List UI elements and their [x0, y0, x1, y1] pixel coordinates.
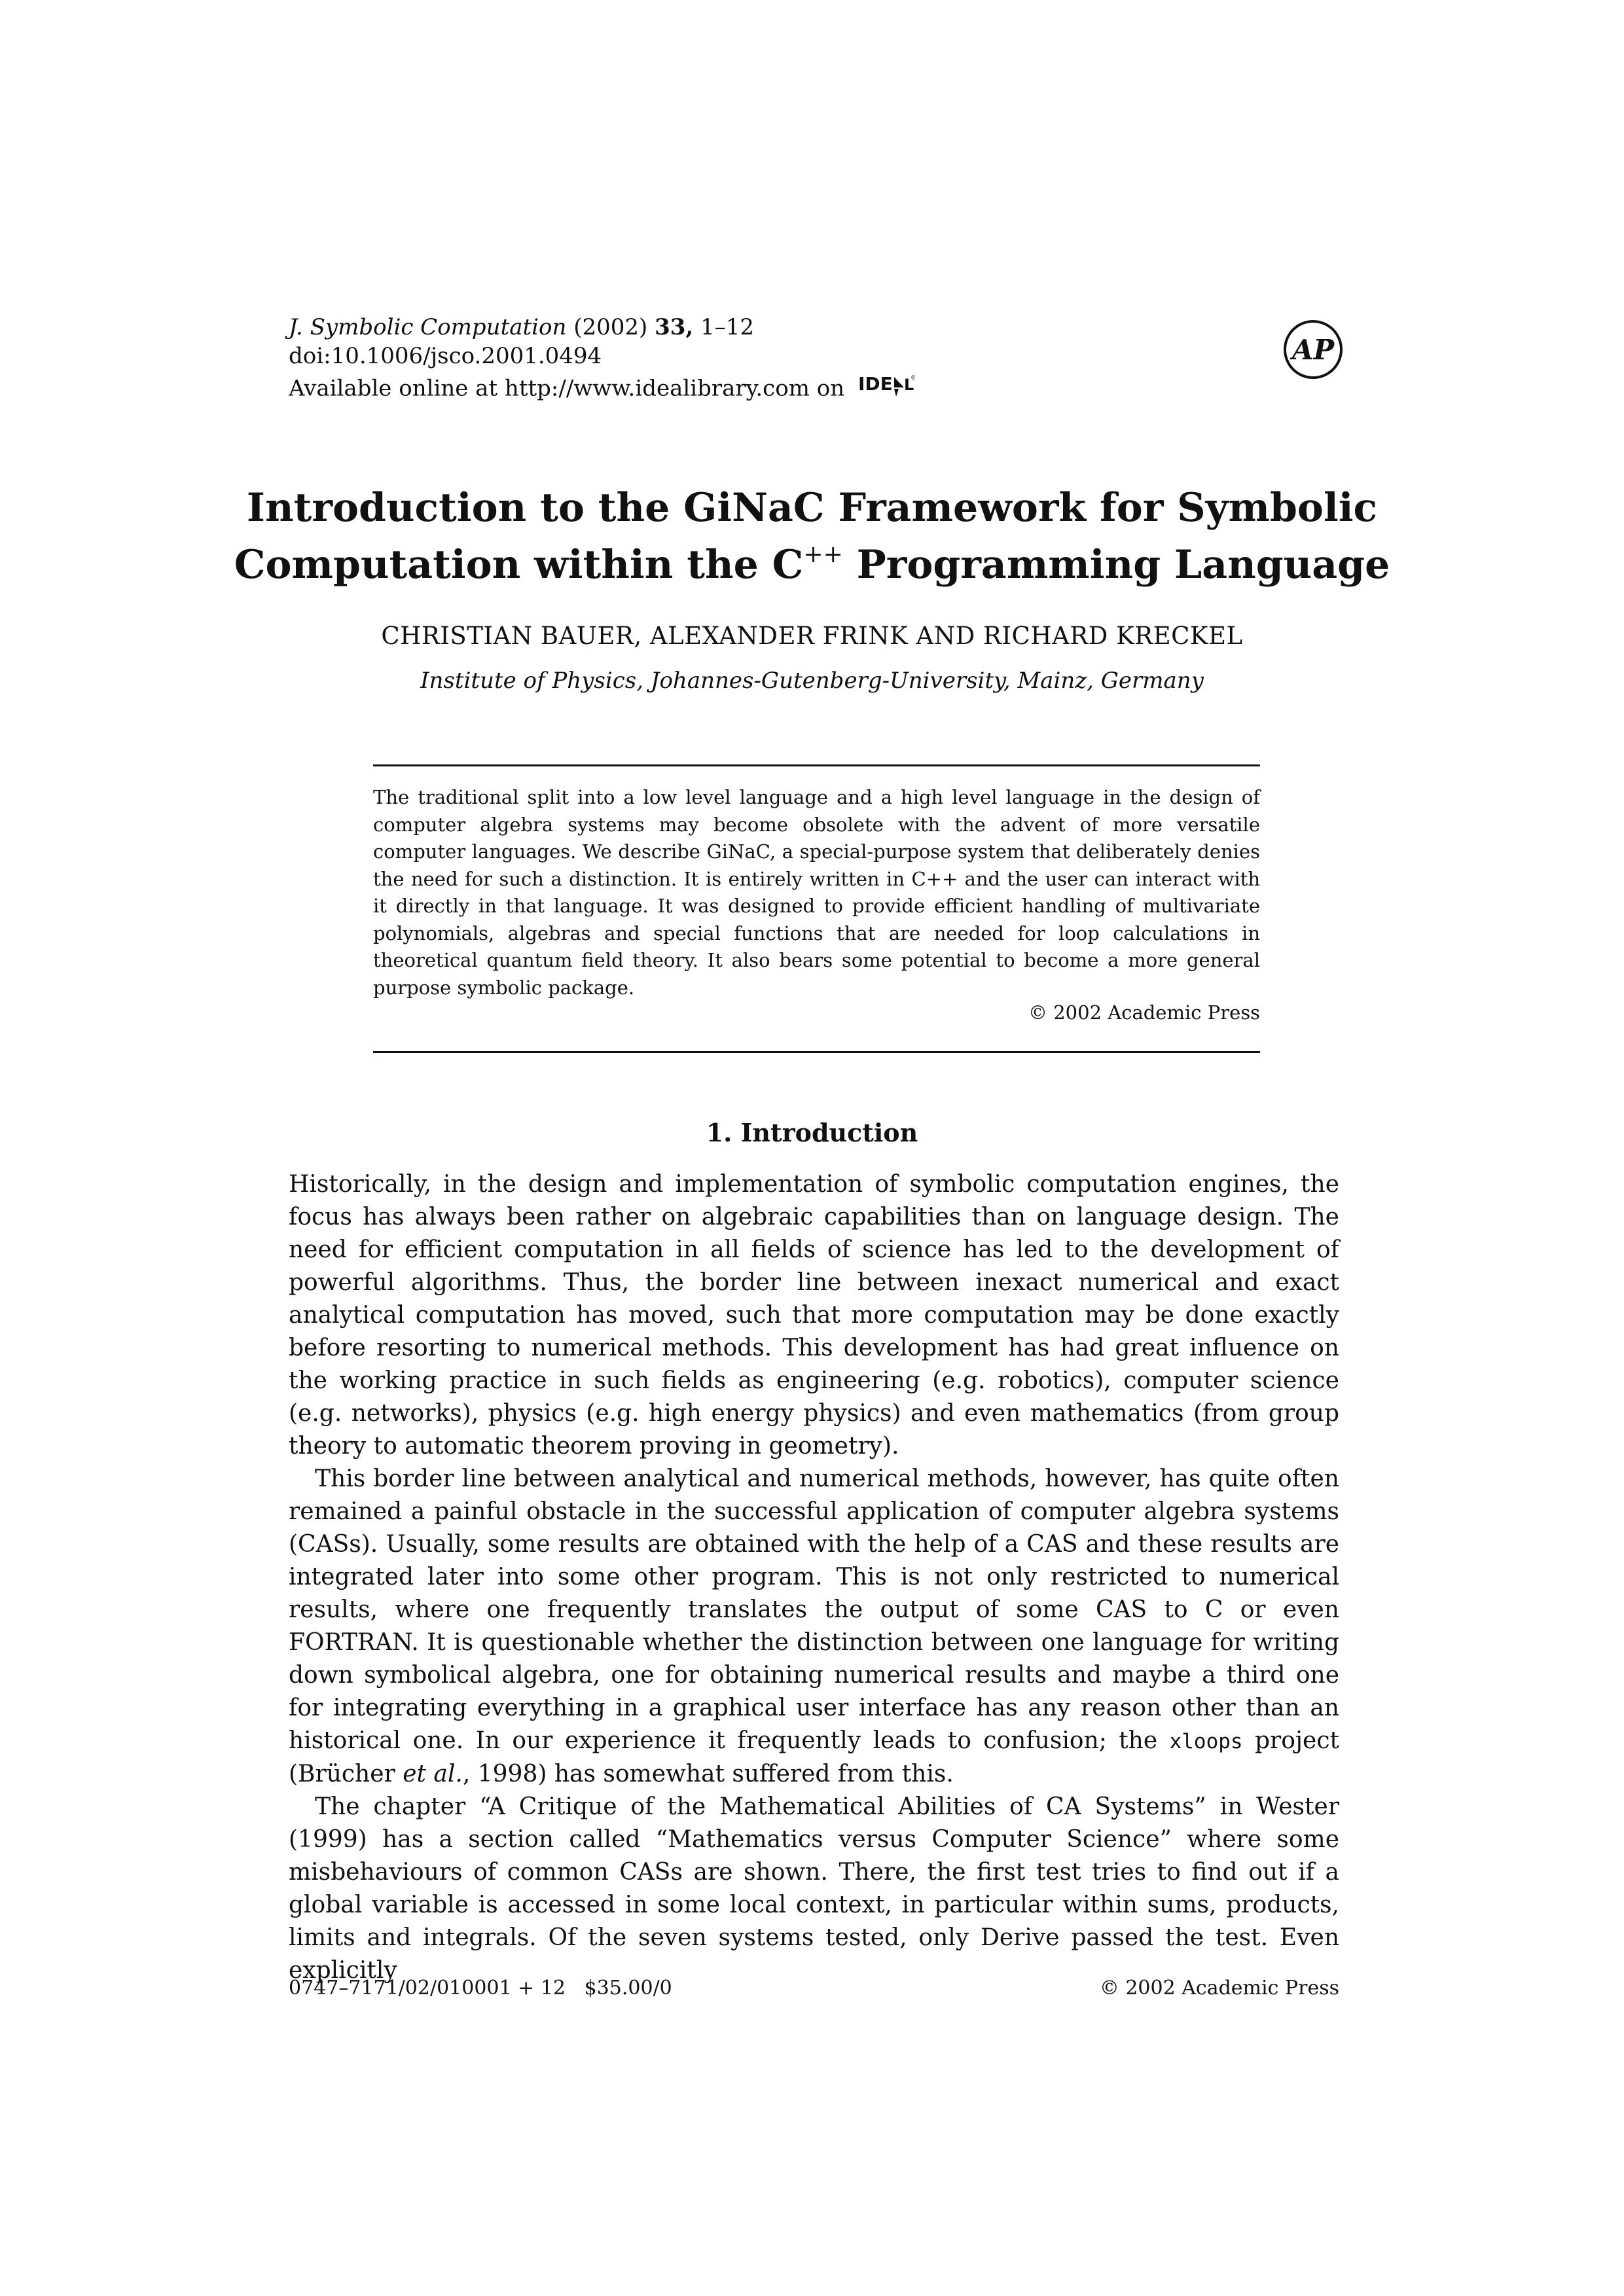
section-heading — [196, 1118, 1428, 1147]
paragraph-1: Historically, in the design and implementation of symbolic computation engines, the focus has always been rather on algebraic capabilities than on language design. The need for efficient computation in all fields of science has led to the development of powerful algorithms. Thus, the border line between inexact numerical and exact analytical computation has moved, such that more computation may be done exactly before resorting to numerical methods. This development has had great influence on the working practice in such fields as engineering (e.g. robotics), computer science (e.g. networks), physics (e.g. high energy physics) and even mathematics (from group theory to automatic theorem proving in geometry). — [289, 1171, 1339, 1460]
abstract-copyright: © 2002 Academic Press — [1028, 1001, 1260, 1024]
abstract-text: The traditional split into a low level language and a high level language in the design of computer algebra systems may become obsolete with the advent of more versatile computer languages. We describe GiNaC, a special-purpose system that deliberately denies the need for such a distinction. It is entirely written in C++ and the user can interact with it directly in that language. It was designed to provide efficient handling of multivariate polynomials, algebras and special functions that are needed for loop calculations in theoretical quantum field theory. It also bears some potential to become a more general purpose symbolic package. — [373, 786, 1260, 999]
section-title: Introduction — [740, 1118, 918, 1147]
paragraph-2-part-c: , 1998) has somewhat suffered from this. — [462, 1761, 954, 1787]
abstract-bottom-rule — [373, 1051, 1260, 1053]
section-number: 1. — [706, 1118, 732, 1147]
academic-press-logo — [1282, 318, 1344, 381]
affiliation: Institute of Physics, Johannes-Gutenberg-University, Mainz, Germany — [420, 668, 1204, 694]
svg-text:®: ® — [910, 374, 914, 382]
paper-title — [196, 484, 1428, 588]
title-line-2-end: Programming Language — [842, 542, 1390, 588]
journal-header — [289, 313, 1336, 409]
title-superscript: ++ — [803, 541, 843, 568]
journal-year: (2002) — [573, 314, 648, 340]
citation-line — [289, 313, 1336, 342]
abstract-top-rule — [373, 764, 1260, 766]
citation-etal: et al. — [403, 1761, 463, 1787]
code-xloops: xloops — [1169, 1730, 1243, 1753]
paragraph-3: The chapter “A Critique of the Mathematical Abilities of CA Systems” in Wester (1999) has a section called “Mathematics versus Computer Science” where some misbehaviours of common CASs are shown. There, the first test tries to find out if a global variable is accessed in some local context, in particular within sums, products, limits and integrals. Of the seven systems tested, only Derive passed the test. Even explicitly — [289, 1793, 1339, 1984]
title-line-2-start: Computation within the C — [234, 542, 804, 588]
doi-line: doi:10.1006/jsco.2001.0494 — [289, 343, 602, 369]
ideal-logo — [858, 370, 914, 409]
svg-text:IDE: IDE — [857, 373, 893, 395]
journal-volume: 33, — [655, 314, 694, 340]
footer-issn: 0747–7171/02/010001 + 12 $35.00/0 — [289, 1977, 672, 2000]
journal-pages: 1–12 — [700, 314, 754, 340]
paragraph-2-part-b: project (Brücher — [289, 1727, 1339, 1787]
svg-text:AP: AP — [1291, 334, 1335, 366]
footer-copyright: © 2002 Academic Press — [1099, 1977, 1339, 2000]
authors: CHRISTIAN BAUER, ALEXANDER FRINK AND RICHARD KRECKEL — [381, 622, 1243, 650]
paragraph-2 — [289, 1463, 1339, 1791]
title-line-2 — [196, 531, 1428, 588]
title-line-1: Introduction to the GiNaC Framework for Symbolic — [246, 485, 1378, 531]
availability-text: Available online at http://www.idealibrary.com on — [289, 375, 845, 402]
svg-text:L: L — [903, 376, 914, 394]
paragraph-2-part-a: This border line between analytical and numerical methods, however, has quite often remained a painful obstacle in the successful application of computer algebra systems (CASs). Usually, some results are obtained with the help of a CAS and these results are integrated later into some other program. This is not only restricted to numerical results, where one frequently translates the output of some CAS to C or even FORTRAN. It is questionable whether the distinction between one language for writing down symbolical algebra, one for obtaining numerical results and maybe a third one for integrating everything in a graphical user interface has any reason other than an historical one. In our experience it frequently leads to confusion; the — [289, 1465, 1339, 1754]
ideal-logo-graphic — [858, 370, 914, 402]
body-text — [289, 1168, 1339, 1987]
availability-line — [289, 370, 1336, 409]
journal-name: J. Symbolic Computation — [289, 314, 567, 340]
